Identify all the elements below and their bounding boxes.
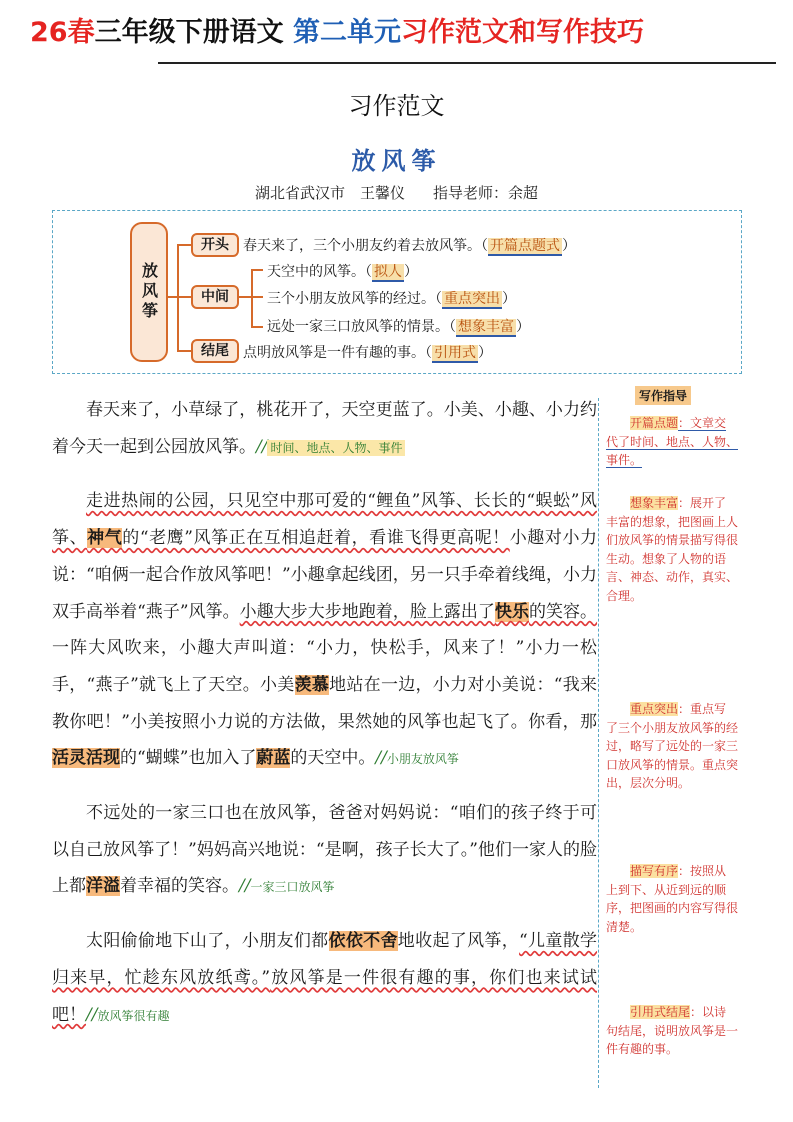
header-rule: [158, 62, 776, 64]
connector-mid-3: [251, 326, 263, 328]
p4-s4: 放风筝是一件很有趣的事，你们也来试试吧！: [52, 967, 597, 1025]
guide-text-5: ：以诗句结尾，说明放风筝是一件有趣的事。: [606, 1005, 739, 1056]
byline-author: 湖北省武汉市 王馨仪: [254, 184, 405, 202]
guide-item-2: [606, 494, 738, 605]
essay-paragraph-4: [52, 923, 597, 1034]
outline-middle-item-3: 远处一家三口放风筝的情景。（ 想象丰富 ）: [267, 319, 530, 335]
connector-mid-2: [239, 296, 263, 298]
outline-ending-tag: 引用式: [434, 345, 476, 361]
guide-item-4: [606, 862, 738, 936]
p2-s7: 地站在一边，小力对小美说：“我来教你吧！”小美按照小力说的方法做，果然她的风筝也起飞了。你看，那: [52, 674, 597, 732]
p2-s4: 小趣大步大步地跑着，脸上露出了: [239, 601, 495, 622]
p2-h5: 蔚蓝: [256, 748, 291, 769]
p1-text: 春天来了，小草绿了，桃花开了，天空更蓝了。小美、小趣、小力约着今天一起到公园放风筝。: [52, 400, 597, 457]
essay-paragraph-3: [52, 795, 597, 906]
outline-ending-text: 点明放风筝是一件有趣的事。: [243, 345, 425, 361]
header-part-2: 三年级下册语文: [94, 17, 284, 48]
p2-h3: 羡慕: [294, 674, 330, 695]
p2-note: 小朋友放风筝: [386, 752, 459, 767]
p2-s5: 的笑容。: [528, 601, 598, 622]
p3-h1: 洋溢: [86, 876, 120, 897]
guide-item-5: [606, 1003, 738, 1059]
section-title: 习作范文: [348, 92, 445, 120]
connector-open: [177, 244, 191, 246]
outline-middle-tag-1: 拟人: [374, 264, 402, 280]
p2-s9: 的天空中。: [290, 748, 376, 769]
outline-box: [52, 210, 742, 374]
guide-text-3: ：重点写了三个小朋友放风筝的经过，略写了远处的一家三口放风筝的情景。重点突出，层次分明。: [606, 702, 739, 790]
p2-s8: 的“蝴蝶”也加入了: [120, 748, 257, 769]
guide-label-1: 开篇点题: [630, 416, 679, 430]
p4-note: 放风筝很有趣: [97, 1008, 170, 1023]
guide-label-2: 想象丰富: [630, 496, 679, 510]
p2-s2: 的“老鹰”风筝正在互相追赶着，看谁飞得更高呢！: [122, 528, 510, 549]
p2-s6: 一阵大风吹来，小趣大声叫道：“小力，快松手，风来了！”小力一松手，“燕子”就飞上了天空。小美: [52, 638, 597, 695]
guide-title: 写作指导: [635, 386, 691, 405]
essay-paragraph-1: [52, 392, 597, 466]
p3-note: 一家三口放风筝: [250, 880, 335, 895]
connector-mid-1: [251, 269, 263, 271]
p2-h4: 活灵活现: [52, 748, 120, 769]
p3-s2: 着幸福的笑容。: [120, 876, 239, 897]
page-header-title: [30, 10, 770, 49]
outline-opening-label: 开头: [191, 233, 239, 257]
outline-middle-item-1: 天空中的风筝。（ 拟人 ）: [267, 264, 418, 280]
column-divider: [598, 398, 599, 1088]
outline-opening-line: 春天来了，三个小朋友约着去放风筝。（ 开篇点题式 ）: [243, 238, 576, 254]
p4-s3: “儿童散学归来早，忙趁东风放纸鸢。”: [52, 931, 598, 988]
outline-ending-label: 结尾: [191, 339, 239, 363]
outline-middle-tag-2: 重点突出: [444, 291, 500, 307]
header-part-3: 第二单元: [292, 17, 401, 48]
note-slash: //: [239, 876, 251, 897]
connector-mid-vertical: [251, 269, 253, 327]
p2-s3: 小趣对小力说：“咱俩一起合作放风筝吧！”小趣拿起线团，另一只手牵着线绳，小力双手高举着“燕子”风筝。: [52, 528, 598, 622]
p4-s1: 太阳偷偷地下山了，小朋友们都: [86, 931, 329, 952]
outline-middle-text-2: 三个小朋友放风筝的经过。: [267, 291, 435, 307]
connector-end: [177, 350, 191, 352]
p2-h2: 快乐: [494, 601, 529, 622]
guide-item-3: [606, 700, 738, 793]
essay-body: [52, 392, 597, 1051]
guide-label-3: 重点突出: [630, 702, 679, 716]
byline-teacher: 指导老师：余超: [433, 184, 539, 202]
byline: [0, 182, 793, 203]
outline-opening-tag: 开篇点题式: [490, 238, 560, 254]
guide-text-2: ：展开了丰富的想象，把图画上人们放风筝的情景描写得很生动。想象了人物的语言、神态、动作，真实、合理。: [606, 496, 739, 603]
guide-item-1: [606, 414, 738, 470]
outline-ending-line: 点明放风筝是一件有趣的事。（ 引用式 ）: [243, 345, 492, 361]
outline-middle-label: 中间: [191, 285, 239, 309]
outline-middle-text-3: 远处一家三口放风筝的情景。: [267, 319, 449, 335]
p3-s1: 不远处的一家三口也在放风筝，爸爸对妈妈说：“咱们的孩子终于可以自己放风筝了！”妈妈高兴地说：“是啊，孩子长大了。”他们一家人的脸上都: [52, 803, 597, 897]
outline-opening-text: 春天来了，三个小朋友约着去放风筝。: [243, 238, 481, 254]
note-slash: //: [375, 748, 387, 769]
connector-mid: [177, 296, 191, 298]
guide-label-5: 引用式结尾: [630, 1005, 691, 1019]
guide-text-4: ：按照从上到下、从近到远的顺序，把图画的内容写得很清楚。: [606, 864, 739, 934]
p1-note: 时间、地点、人物、事件: [267, 440, 405, 456]
header-part-4: 习作范文和写作技巧: [400, 17, 644, 48]
outline-center-tag: 放风筝: [130, 222, 168, 362]
note-slash: //: [256, 436, 268, 457]
guide-label-4: 描写有序: [630, 864, 679, 878]
p4-h1: 依依不舍: [328, 931, 398, 952]
guide-text-1: ：文章交代了时间、地点、人物、事件。: [606, 416, 739, 467]
p2-h1: 神气: [87, 528, 123, 549]
connector-root: [166, 296, 177, 298]
p2-s1: 走进热闹的公园，只见空中那可爱的“鲤鱼”风筝、长长的“蜈蚣”风筝、: [52, 491, 597, 549]
outline-middle-item-2: 三个小朋友放风筝的经过。（ 重点突出 ）: [267, 291, 516, 307]
outline-middle-tag-3: 想象丰富: [458, 319, 514, 335]
note-slash: //: [86, 1004, 98, 1025]
header-part-1: 26春: [30, 17, 95, 48]
outline-middle-text-1: 天空中的风筝。: [267, 264, 365, 280]
p4-s2: 地收起了风筝，: [397, 931, 520, 952]
essay-paragraph-2: [52, 483, 597, 778]
essay-title: 放风筝: [351, 146, 442, 175]
